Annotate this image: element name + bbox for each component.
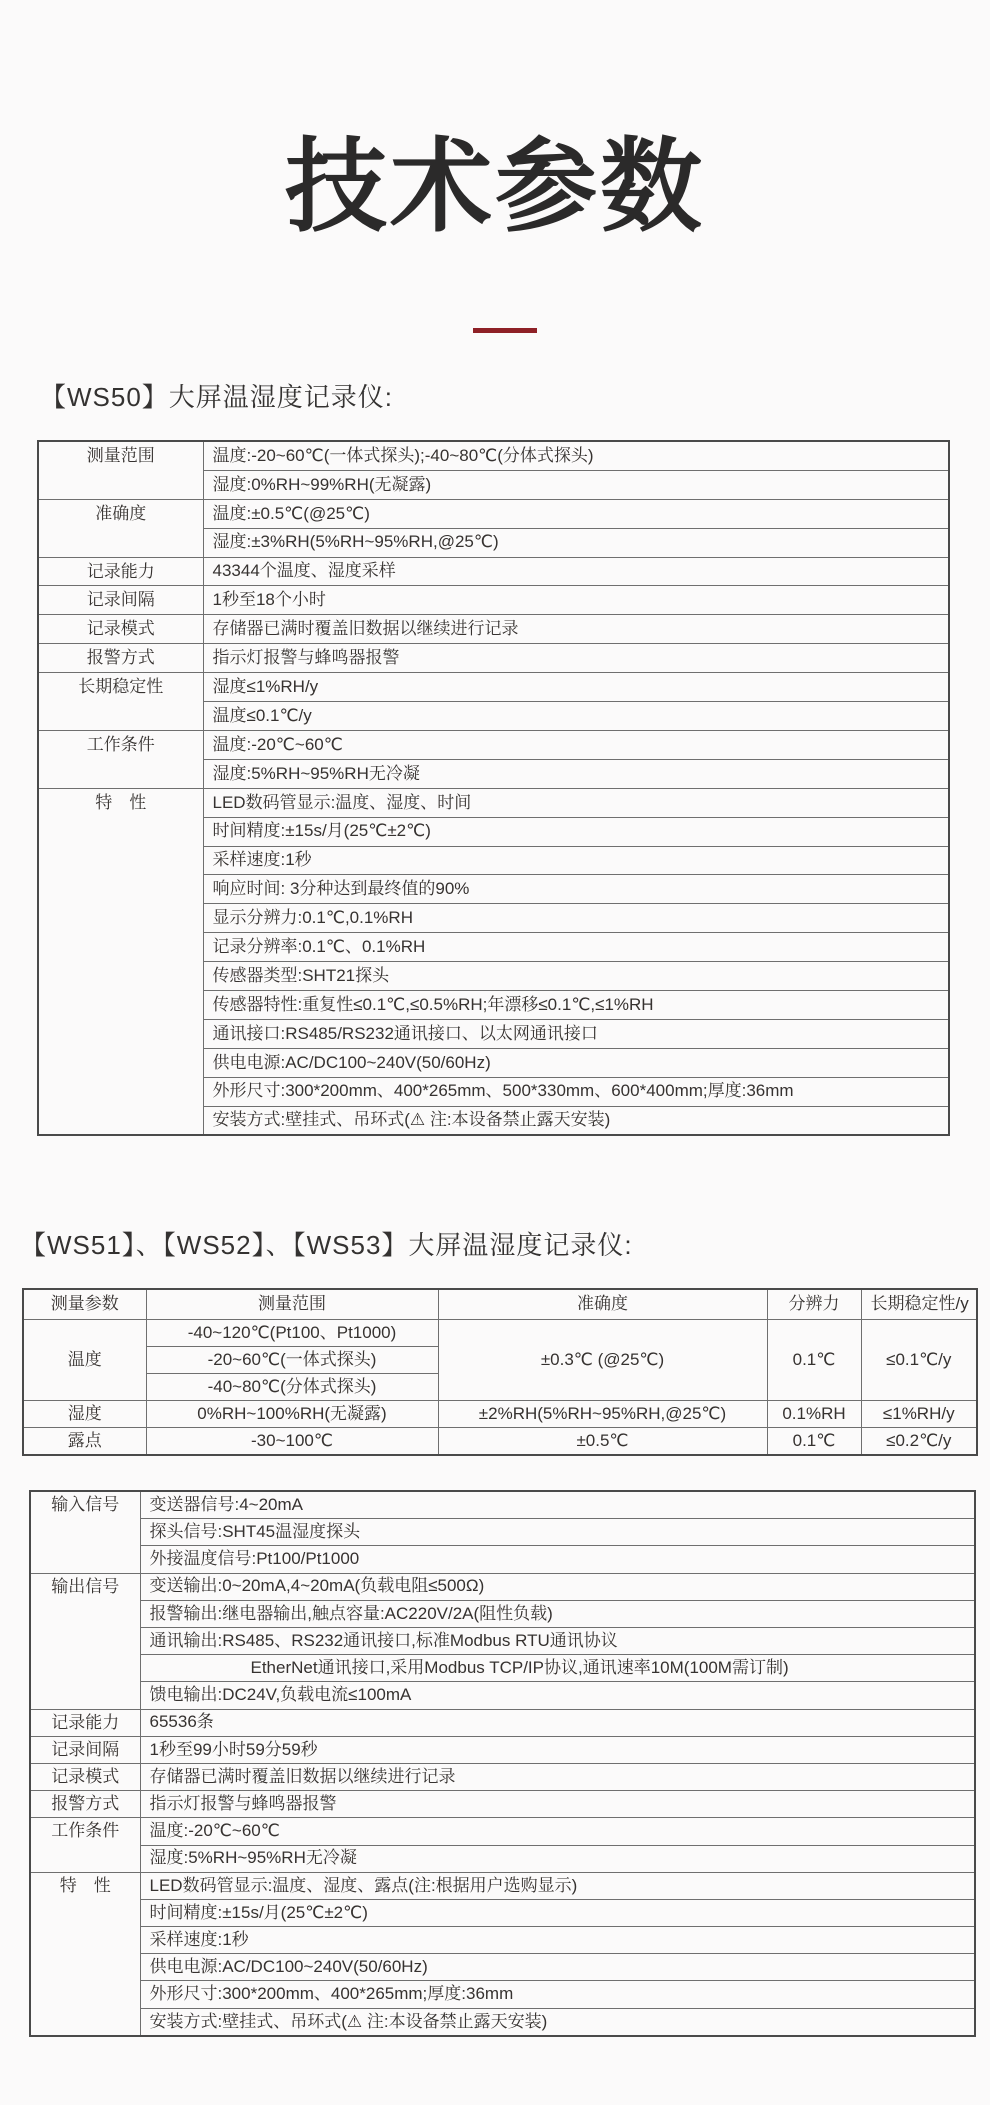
spec-value-cell: 指示灯报警与蜂鸣器报警: [140, 1791, 975, 1818]
spec-value-cell: 温度:-20℃~60℃: [203, 730, 949, 759]
range-cell: -40~120℃(Pt100、Pt1000): [146, 1320, 438, 1347]
table-row: [30, 1981, 975, 2008]
spec-value-cell: 响应时间: 3分种达到最终值的90%: [203, 875, 949, 904]
spec-label-cell: 长期稳定性: [38, 673, 203, 731]
table-row: [30, 1791, 975, 1818]
spec-value-cell: 供电电源:AC/DC100~240V(50/60Hz): [203, 1048, 949, 1077]
ws51-spec-table-container: [29, 1490, 976, 2037]
table-row: [30, 1872, 975, 1899]
spec-label-cell: 测量范围: [38, 441, 203, 499]
spec-value-cell: 传感器特性:重复性≤0.1℃,≤0.5%RH;年漂移≤0.1℃,≤1%RH: [203, 990, 949, 1019]
spec-label-cell: 工作条件: [38, 730, 203, 788]
spec-label-cell: 报警方式: [30, 1791, 140, 1818]
table-row: [38, 441, 949, 470]
accuracy-cell: ±0.5℃: [438, 1428, 767, 1456]
table-row: [30, 1655, 975, 1682]
table-row: [23, 1428, 977, 1456]
spec-label-cell: 记录模式: [30, 1763, 140, 1790]
spec-value-cell: 时间精度:±15s/月(25℃±2℃): [203, 817, 949, 846]
stability-cell: ≤1%RH/y: [861, 1401, 977, 1428]
table-row: [30, 1818, 975, 1845]
table-row: [38, 788, 949, 817]
table-row: [38, 615, 949, 644]
table-row: [30, 1682, 975, 1709]
spec-label-cell: 报警方式: [38, 644, 203, 673]
spec-label-cell: 输出信号: [30, 1573, 140, 1709]
resolution-cell: 0.1℃: [767, 1428, 861, 1456]
spec-value-cell: 馈电输出:DC24V,负载电流≤100mA: [140, 1682, 975, 1709]
table-row: [30, 1573, 975, 1600]
spec-value-cell: 43344个温度、湿度采样: [203, 557, 949, 586]
table-row: [38, 730, 949, 759]
spec-label-cell: 准确度: [38, 499, 203, 557]
table-row: [30, 1491, 975, 1519]
spec-value-cell: LED数码管显示:温度、湿度、时间: [203, 788, 949, 817]
spec-value-cell: 采样速度:1秒: [203, 846, 949, 875]
range-cell: -20~60℃(一体式探头): [146, 1347, 438, 1374]
range-cell: -30~100℃: [146, 1428, 438, 1456]
spec-value-cell: 存储器已满时覆盖旧数据以继续进行记录: [203, 615, 949, 644]
range-cell: -40~80℃(分体式探头): [146, 1374, 438, 1401]
table-row: [30, 1954, 975, 1981]
spec-value-cell: 外形尺寸:300*200mm、400*265mm;厚度:36mm: [140, 1981, 975, 2008]
range-cell: 0%RH~100%RH(无凝露): [146, 1401, 438, 1428]
spec-label-cell: 记录模式: [38, 615, 203, 644]
section-heading-ws50: 【WS50】大屏温湿度记录仪:: [40, 382, 394, 412]
spec-value-cell: 存储器已满时覆盖旧数据以继续进行记录: [140, 1763, 975, 1790]
column-header: 测量参数: [23, 1289, 146, 1320]
spec-value-cell: 安装方式:壁挂式、吊环式(⚠ 注:本设备禁止露天安装): [203, 1106, 949, 1135]
spec-value-cell: 1秒至99小时59分59秒: [140, 1736, 975, 1763]
table-row: [30, 1600, 975, 1627]
spec-value-cell: EtherNet通讯接口,采用Modbus TCP/IP协议,通讯速率10M(100M需订制): [140, 1655, 975, 1682]
param-cell: 湿度: [23, 1401, 146, 1428]
table-row: [30, 1709, 975, 1736]
spec-label-cell: 记录间隔: [38, 586, 203, 615]
spec-label-cell: 输入信号: [30, 1491, 140, 1573]
table-row: [38, 673, 949, 702]
spec-value-cell: 时间精度:±15s/月(25℃±2℃): [140, 1899, 975, 1926]
table-row: [30, 1763, 975, 1790]
table-row: [30, 1845, 975, 1872]
ws50-spec-table-container: [37, 440, 950, 1136]
ws51-spec-table: [29, 1490, 976, 2037]
ws50-spec-table: [37, 440, 950, 1136]
resolution-cell: 0.1℃: [767, 1320, 861, 1401]
table-row: [23, 1401, 977, 1428]
spec-label-cell: 记录间隔: [30, 1736, 140, 1763]
spec-value-cell: 湿度:0%RH~99%RH(无凝露): [203, 470, 949, 499]
spec-value-cell: 温度:-20~60℃(一体式探头);-40~80℃(分体式探头): [203, 441, 949, 470]
spec-value-cell: 1秒至18个小时: [203, 586, 949, 615]
table-row: [38, 557, 949, 586]
spec-value-cell: 传感器类型:SHT21探头: [203, 962, 949, 991]
spec-value-cell: 湿度:5%RH~95%RH无冷凝: [140, 1845, 975, 1872]
table-row: [30, 1519, 975, 1546]
spec-value-cell: 湿度:5%RH~95%RH无冷凝: [203, 759, 949, 788]
table-row: [30, 1736, 975, 1763]
spec-value-cell: 外形尺寸:300*200mm、400*265mm、500*330mm、600*400mm;厚度:36mm: [203, 1077, 949, 1106]
table-row: [30, 2008, 975, 2036]
spec-value-cell: 温度:-20℃~60℃: [140, 1818, 975, 1845]
spec-value-cell: 65536条: [140, 1709, 975, 1736]
spec-value-cell: 采样速度:1秒: [140, 1927, 975, 1954]
spec-value-cell: 变送输出:0~20mA,4~20mA(负载电阻≤500Ω): [140, 1573, 975, 1600]
spec-value-cell: 安装方式:壁挂式、吊环式(⚠ 注:本设备禁止露天安装): [140, 2008, 975, 2036]
ws51-params-table: [22, 1288, 978, 1456]
spec-value-cell: 通讯输出:RS485、RS232通讯接口,标准Modbus RTU通讯协议: [140, 1627, 975, 1654]
column-header: 分辨力: [767, 1289, 861, 1320]
spec-label-cell: 特 性: [30, 1872, 140, 2036]
spec-value-cell: LED数码管显示:温度、湿度、露点(注:根据用户选购显示): [140, 1872, 975, 1899]
table-row: [30, 1546, 975, 1573]
stability-cell: ≤0.2℃/y: [861, 1428, 977, 1456]
spec-value-cell: 供电电源:AC/DC100~240V(50/60Hz): [140, 1954, 975, 1981]
table-row: [30, 1627, 975, 1654]
spec-value-cell: 记录分辨率:0.1℃、0.1%RH: [203, 933, 949, 962]
accuracy-cell: ±2%RH(5%RH~95%RH,@25℃): [438, 1401, 767, 1428]
column-header: 长期稳定性/y: [861, 1289, 977, 1320]
accuracy-cell: ±0.3℃ (@25℃): [438, 1320, 767, 1401]
table-row: [30, 1899, 975, 1926]
column-header: 测量范围: [146, 1289, 438, 1320]
spec-label-cell: 记录能力: [30, 1709, 140, 1736]
stability-cell: ≤0.1℃/y: [861, 1320, 977, 1401]
title-divider: [473, 328, 537, 333]
spec-value-cell: 探头信号:SHT45温湿度探头: [140, 1519, 975, 1546]
section-heading-ws51: 【WS51】、【WS52】、【WS53】大屏温湿度记录仪:: [20, 1230, 633, 1260]
table-row: [23, 1320, 977, 1347]
spec-value-cell: 湿度:±3%RH(5%RH~95%RH,@25℃): [203, 528, 949, 557]
resolution-cell: 0.1%RH: [767, 1401, 861, 1428]
table-row: [38, 644, 949, 673]
spec-value-cell: 湿度≤1%RH/y: [203, 673, 949, 702]
ws51-params-table-container: [22, 1288, 976, 1456]
param-cell: 温度: [23, 1320, 146, 1401]
table-header-row: [23, 1289, 977, 1320]
spec-value-cell: 温度:±0.5℃(@25℃): [203, 499, 949, 528]
table-row: [38, 499, 949, 528]
param-cell: 露点: [23, 1428, 146, 1456]
spec-value-cell: 温度≤0.1℃/y: [203, 702, 949, 731]
spec-value-cell: 变送器信号:4~20mA: [140, 1491, 975, 1519]
table-row: [30, 1927, 975, 1954]
spec-value-cell: 外接温度信号:Pt100/Pt1000: [140, 1546, 975, 1573]
spec-value-cell: 指示灯报警与蜂鸣器报警: [203, 644, 949, 673]
spec-label-cell: 特 性: [38, 788, 203, 1135]
spec-label-cell: 记录能力: [38, 557, 203, 586]
spec-value-cell: 报警输出:继电器输出,触点容量:AC220V/2A(阻性负载): [140, 1600, 975, 1627]
spec-value-cell: 显示分辨力:0.1℃,0.1%RH: [203, 904, 949, 933]
table-row: [38, 586, 949, 615]
column-header: 准确度: [438, 1289, 767, 1320]
spec-label-cell: 工作条件: [30, 1818, 140, 1872]
spec-value-cell: 通讯接口:RS485/RS232通讯接口、以太网通讯接口: [203, 1019, 949, 1048]
page-title: 技术参数: [285, 130, 705, 244]
